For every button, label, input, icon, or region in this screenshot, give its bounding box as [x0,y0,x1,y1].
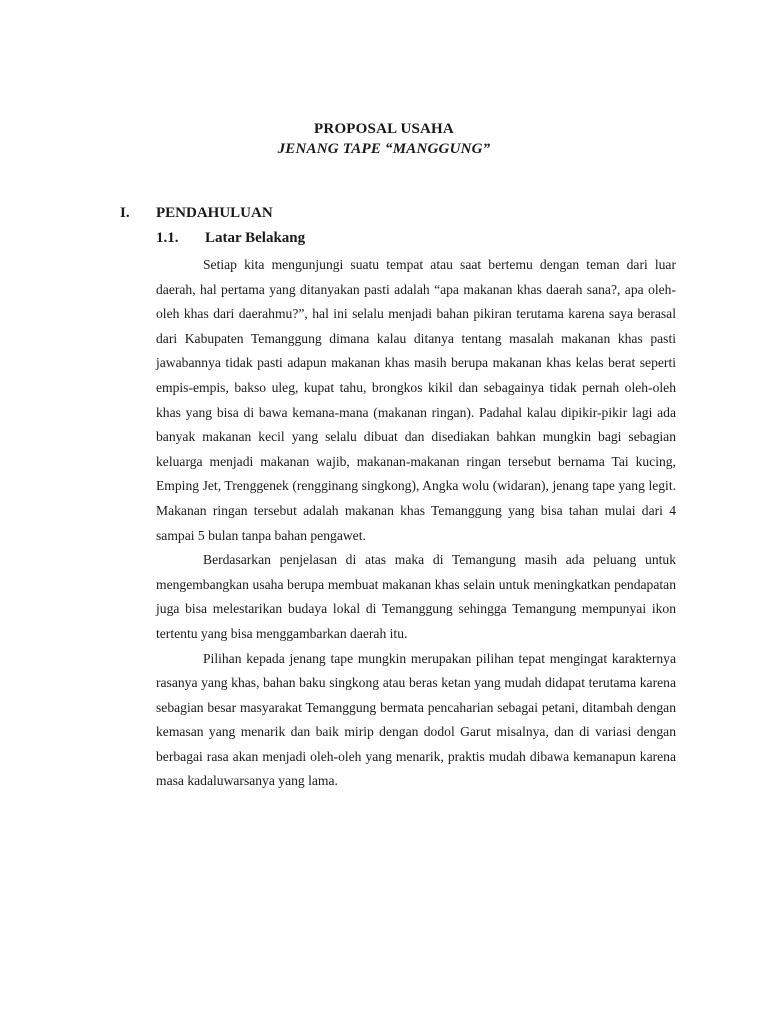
section-heading: PENDAHULUAN [156,205,273,221]
paragraph: Berdasarkan penjelasan di atas maka di Temangung masih ada peluang untuk mengembangkan usaha berupa membuat makanan khas selain untuk meningkatkan pendapatan juga bisa melestarikan budaya lokal di Temanggung sehingga Temangung mempunyai ikon tertentu yang bisa menggambarkan daerah itu. [156,552,676,641]
document-title [0,119,768,159]
subsection-number: 1.1. [156,230,179,246]
paragraph: Setiap kita mengunjungi suatu tempat atau saat bertemu dengan teman dari luar daerah, hal pertama yang ditanyakan pasti adalah “apa makanan khas daerah sana?, apa oleh-oleh khas dari daerahmu?”, hal ini selalu menjadi bahan pikiran terutama karena saya berasal dari Kabupaten Temanggung dimana kalau ditanya tentang masalah makanan khas pasti jawabannya tidak pasti adapun makanan khas masih berupa makanan khas kelas berat seperti empis-empis, bakso uleg, kupat tahu, brongkos kikil dan sebagainya tidak pernah oleh-oleh khas yang bisa di bawa kemana-mana (makanan ringan). Padahal kalau dipikir-pikir lagi ada banyak makanan kecil yang selalu dibuat dan disediakan bahkan mungkin bagi sebagian keluarga menjadi makanan wajib, makanan-makanan ringan tersebut bernama Tai kucing, Emping Jet, Trenggenek (rengginang singkong), Angka wolu (widaran), jenang tape yang legit. Makanan ringan tersebut adalah makanan khas Temanggung yang bisa tahan mulai dari 4 sampai 5 bulan tanpa bahan pengawet. [156,257,676,543]
body-text [156,253,676,794]
section-number: I. [120,205,130,221]
title-line-1: PROPOSAL USAHA [314,121,454,137]
paragraph: Pilihan kepada jenang tape mungkin merupakan pilihan tepat mengingat karakternya rasanya yang khas, bahan baku singkong atau beras ketan yang mudah didapat terutama karena sebagian besar masyarakat Temanggung bermata pencaharian sebagai petani, ditambah dengan kemasan yang menarik dan baik mirip dengan dodol Garut misalnya, dan di variasi dengan berbagai rasa akan menjadi oleh-oleh yang menarik, praktis mudah dibawa kemanapun karena masa kadaluwarsanya yang lama. [156,650,676,789]
subsection-heading: Latar Belakang [205,230,306,246]
title-line-2: JENANG TAPE “MANGGUNG” [277,141,491,157]
